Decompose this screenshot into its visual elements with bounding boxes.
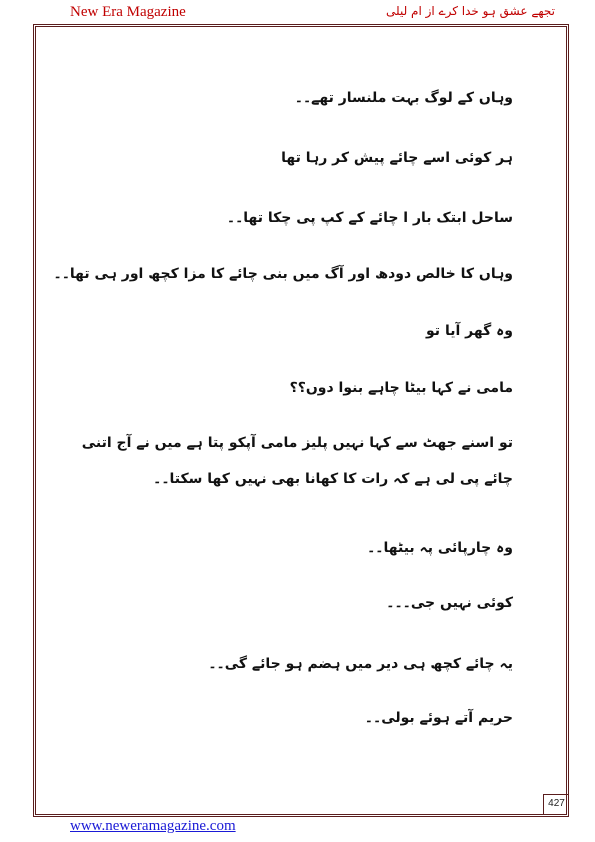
page-number: 427 <box>543 794 569 814</box>
paragraph: مامی نے کہا بیٹا چاہے بنوا دوں؟؟ <box>289 380 513 396</box>
magazine-name: New Era Magazine <box>70 4 186 20</box>
paragraph: تو اسنے جھٹ سے کہا نہیں پلیز مامی آپکو پتا ہے میں نے آج اتنی چائے پی لی ہے کہ رات کا کھانا بھی نہیں کھا سکتا۔۔ <box>81 435 513 487</box>
paragraph: کوئی نہیں جی۔۔۔ <box>386 595 513 611</box>
paragraph: وہاں کے لوگ بہت ملنسار تھے۔۔ <box>294 90 513 106</box>
paragraph: ہر کوئی اسے چائے پیش کر رہا تھا <box>281 150 513 166</box>
paragraph: وہ چارپائی پہ بیٹھا۔۔ <box>367 540 513 556</box>
paragraph: وہ گھر آیا تو <box>426 323 513 339</box>
paragraph: وہاں کا خالص دودھ اور آگ میں بنی چائے کا مزا کچھ اور ہی تھا۔۔ <box>53 266 513 282</box>
paragraph: ساحل ابتک بار ا چائے کے کپ پی چکا تھا۔۔ <box>226 210 513 226</box>
novel-title: تجھے عشق ہو خدا کرے از ام لیلی <box>385 4 555 18</box>
website-link[interactable]: www.neweramagazine.com <box>70 818 236 834</box>
paragraph: یہ چائے کچھ ہی دیر میں ہضم ہو جائے گی۔۔ <box>208 656 513 672</box>
paragraph: حریم آتے ہوئے بولی۔۔ <box>364 710 513 726</box>
